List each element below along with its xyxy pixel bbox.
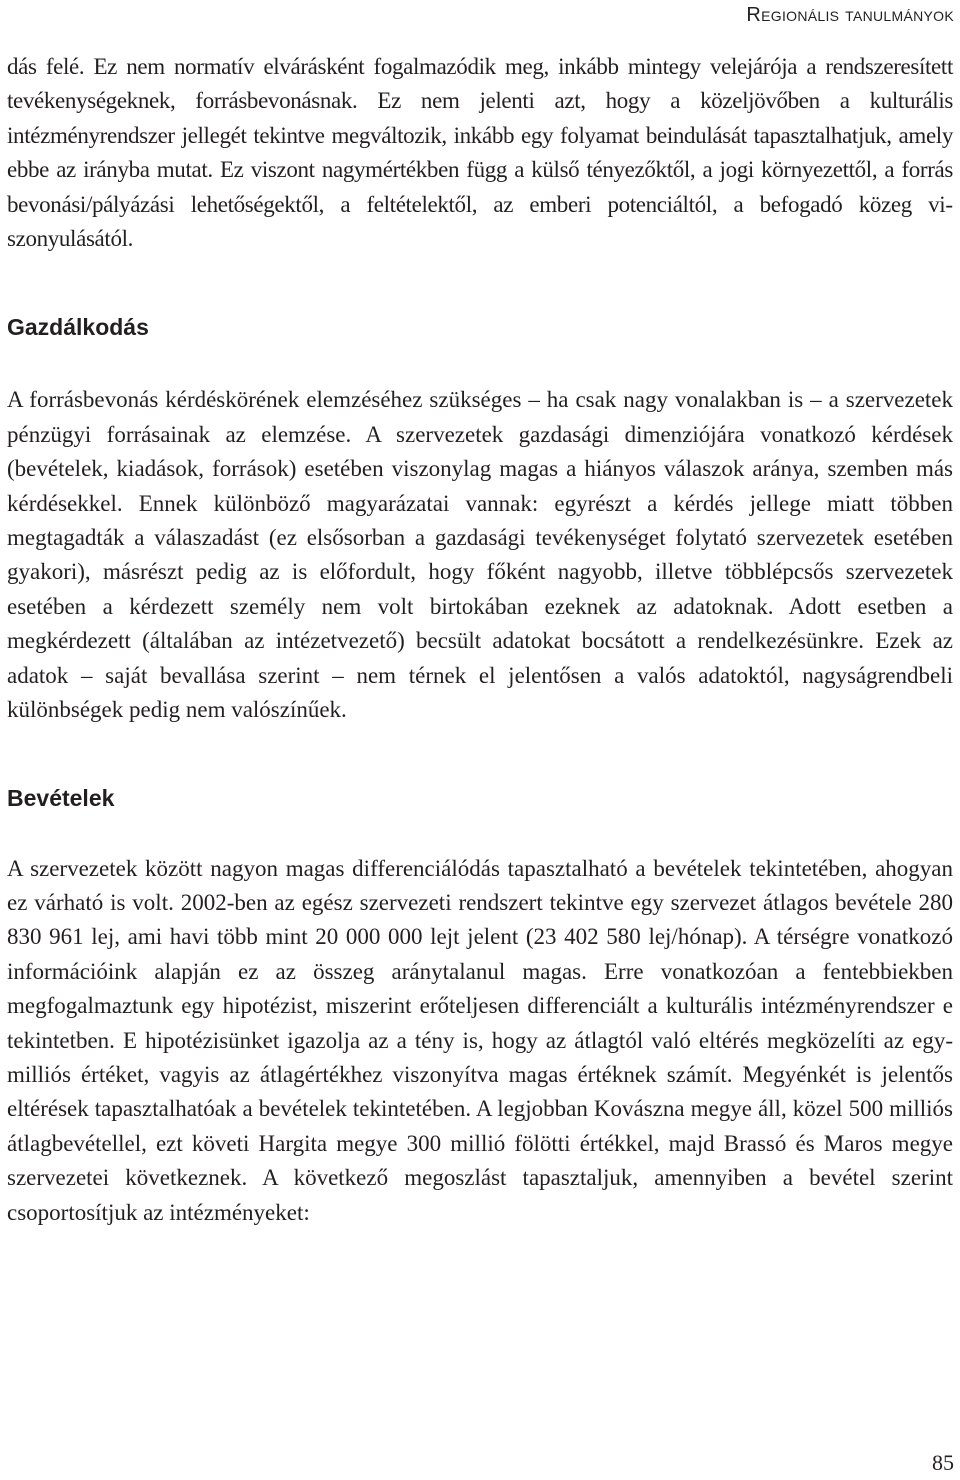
section-heading-gazdalkodas: Gazdálkodás (7, 314, 149, 341)
section-paragraph-gazdalkodas: A forrásbevonás kérdéskörének elemzéséhez szükséges – ha csak nagy vonalakban is – a szervezetek pénzügyi forrásainak az elemzése. A szervezetek gazdasági dimenziójára vonatkozó kérdések (bevételek, kiadások, források) esetében viszonylag magas a hiányos válaszok aránya, szemben más kérdésekkel. Ennek különböző magyarázatai vannak: egyrészt a kérdés jellege miatt többen megtagadták a válaszadást (ez elsősorban a gazdasági tevékenységet folytató szervezetek esetében gyakori), másrészt pedig az is előfordult, hogy főként nagyobb, illetve többlépcsős szervezetek esetében a kérdezett személy nem volt birtokában ezeknek az adatoknak. Adott esetben a megkérdezett (általában az intézetvezető) becsült adatokat bocsátott a rendelkezésünkre. Ezek az adatok – saját bevallása szerint – nem térnek el jelentősen a valós adatoktól, nagyságrendbeli különbségek pedig nem valószínűek. (7, 387, 953, 723)
page-body (7, 50, 953, 1230)
section-heading-bevetelek: Bevételek (7, 784, 115, 811)
section-paragraph-bevetelek: A szervezetek között nagyon magas differenciálódás tapasztalható a bevételek tekintetében, ahogyan ez várható is volt. 2002-ben az egész szervezeti rendszert tekintve egy szervezet átlagos bevétele 280 830 961 lej, ami havi több mint 20 000 000 lejt jelent (23 402 580 lej/hónap). A térségre vonatkozó információink alapján ez az összeg aránytalanul magas. Erre vonatkozóan a fentebbiekben megfogalmaztunk egy hipotézist, miszerint erőteljesen differenciált a kulturális intézményrendszer e tekintetben. E hipotézisünket igazolja az a tény is, hogy az átlagtól való eltérés megközelíti az egymilliós értéket, vagyis az átlagértékhez viszonyítva magas értéknek számít. Megyénkét is jelentős eltérések tapasztalhatóak a bevételek tekintetében. A legjobban Kovászna megye áll, közel 500 milliós átlagbevétellel, ezt követi Hargita megye 300 millió fölötti értékkel, majd Brassó és Maros megye szervezetei következnek. A következő megoszlást tapasztaljuk, amennyiben a bevétel szerint csoportosítjuk az intézményeket: (7, 855, 953, 1225)
page-number: 85 (932, 1450, 954, 1475)
running-header: Regionális tanulmányok (746, 4, 954, 26)
intro-paragraph: dás felé. Ez nem normatív elvárásként fogalmazódik meg, inkább mintegy velejárója a rendszeresített tevékenységeknek, forrásbevonásnak. Ez nem jelenti azt, hogy a közeljövőben a kulturális intézményrendszer jellegét tekintve megváltozik, inkább egy folyamat beindulását tapasztalhatjuk, amely ebbe az irányba mutat. Ez viszont nagymértékben függ a külső tényezőktől, a jogi környezettől, a forrás bevonási/pályázási lehetőségektől, a feltételektől, az emberi potenciáltól, a befogadó közeg viszonyulásától. (7, 54, 953, 252)
